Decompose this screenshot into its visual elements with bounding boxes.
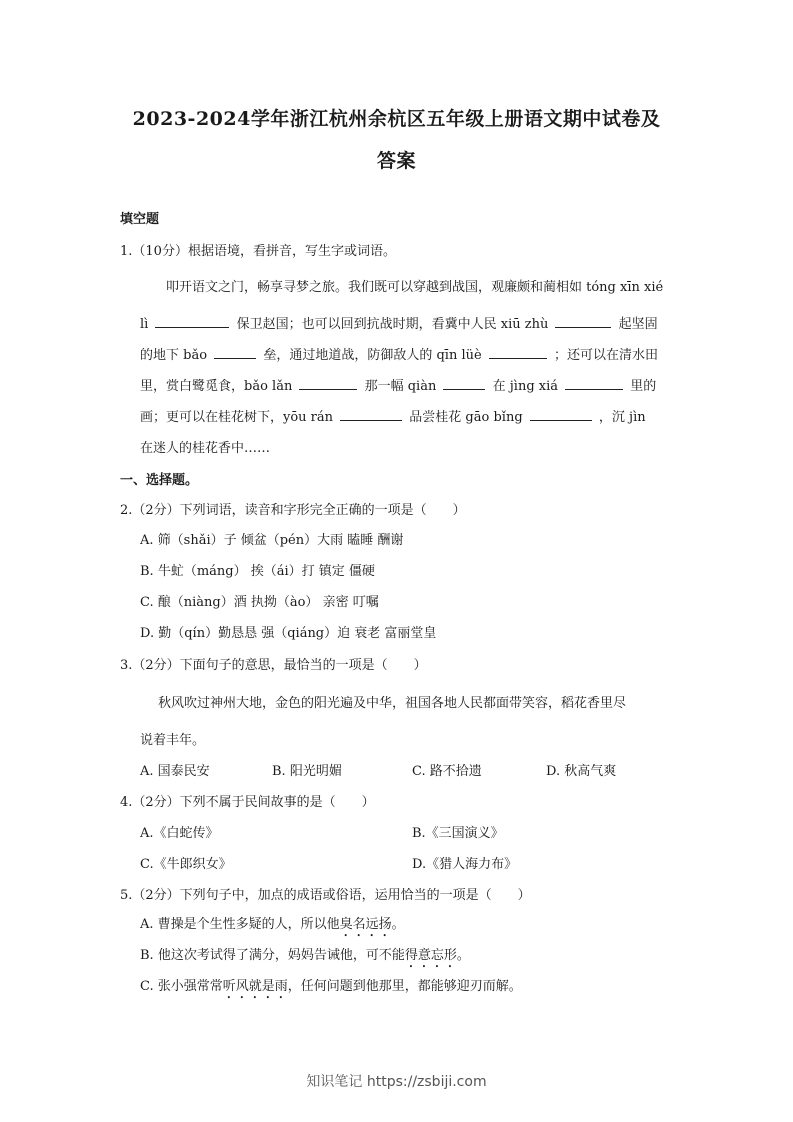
q3-option-b[interactable]: B. 阳光明媚	[272, 764, 342, 779]
section-choice-heading: 一、选择题。	[120, 473, 199, 488]
q3-sentence-line2: 说着丰年。	[140, 733, 206, 748]
q1-line4-b: 那一幅 qiàn	[364, 379, 437, 394]
answer-blank[interactable]	[443, 375, 485, 390]
emphasized-phrase: 臭名远扬	[339, 917, 392, 932]
q3-option-a[interactable]: A. 国泰民安	[140, 764, 210, 779]
q4-option-d[interactable]: D.《猎人海力布》	[412, 857, 518, 872]
q5-a-text: A. 曹操是个生性多疑的人，所以他	[140, 917, 340, 932]
section-fill-heading: 填空题	[120, 212, 160, 227]
q1-line2	[140, 313, 658, 332]
emphasized-phrase: 听风就是雨	[222, 979, 288, 994]
q1-line5-b: 品尝桂花 gāo bǐng	[409, 410, 523, 425]
answer-blank[interactable]	[565, 375, 623, 390]
answer-blank[interactable]	[214, 344, 256, 359]
answer-blank[interactable]	[555, 313, 611, 328]
page-title-line2: 答案	[376, 150, 416, 172]
q3-option-d[interactable]: D. 秋高气爽	[546, 764, 617, 779]
q1-line5	[140, 406, 646, 425]
q5-c-end: ，任何问题到他那里，都能够迎刃而解。	[287, 979, 522, 994]
q1-line2-b: 保卫赵国；也可以回到抗战时期，看冀中人民 xiū zhù	[236, 317, 549, 332]
q5-b-text: B. 他这次考试得了满分，妈妈告诫他，可不能	[140, 948, 405, 963]
page-title-line1: 2023-2024学年浙江杭州余杭区五年级上册语文期中试卷及	[132, 108, 661, 130]
answer-blank[interactable]	[489, 344, 547, 359]
q3-option-c[interactable]: C. 路不拾遗	[412, 764, 482, 779]
q1-line3-c: ；还可以在清水田	[553, 348, 658, 363]
q1-line2-a: lì	[140, 317, 149, 332]
q1-line3-b: 垒，通过地道战，防御敌人的 qīn lüè	[263, 348, 482, 363]
q5-c-text: C. 张小强常常	[140, 979, 223, 994]
q5-b-end: 。	[456, 948, 470, 963]
q1-line4-d: 里的	[630, 379, 657, 394]
q1-line4-a: 里，赏白鹭觅食，bǎo lǎn	[140, 379, 293, 394]
q2-option-a[interactable]: A. 筛（shǎi）子 倾盆（pén）大雨 瞌睡 酬谢	[140, 533, 404, 548]
q1-line3-a: 的地下 bǎo	[140, 348, 208, 363]
answer-blank[interactable]	[299, 375, 357, 390]
q4-heading: 4.（2分）下列不属于民间故事的是（ ）	[120, 795, 375, 810]
answer-blank[interactable]	[530, 406, 592, 421]
q3-sentence-line1: 秋风吹过神州大地，金色的阳光遍及中华，祖国各地人民都面带笑容，稻花香里尽	[158, 696, 627, 711]
q1-heading: 1.（10分）根据语境，看拼音，写生字或词语。	[120, 244, 396, 259]
q4-option-b[interactable]: B.《三国演义》	[412, 826, 504, 841]
emphasized-phrase: 得意忘形	[404, 948, 457, 963]
q1-line3	[140, 344, 658, 363]
q1-line2-c: 起坚固	[618, 317, 658, 332]
q2-option-c[interactable]: C. 酿（niàng）酒 执拗（ào） 亲密 叮嘱	[140, 595, 379, 610]
q1-line4-c: 在 jìng xiá	[492, 379, 559, 394]
q3-heading: 3.（2分）下面句子的意思，最恰当的一项是（ ）	[120, 658, 427, 673]
q2-option-d[interactable]: D. 勤（qín）勤恳恳 强（qiáng）迫 衰老 富丽堂皇	[140, 626, 437, 641]
q2-option-b[interactable]: B. 牛虻（máng） 挨（ái）打 镇定 僵硬	[140, 564, 375, 579]
q1-line6: 在迷人的桂花香中……	[140, 441, 271, 456]
q4-option-c[interactable]: C.《牛郎织女》	[140, 857, 232, 872]
q4-option-a[interactable]: A.《白蛇传》	[140, 826, 219, 841]
q5-a-end: 。	[391, 917, 405, 932]
answer-blank[interactable]	[155, 313, 229, 328]
q1-line4	[140, 375, 656, 394]
q5-option-c[interactable]	[140, 975, 522, 1002]
footer-watermark: 知识笔记 https://zsbiji.com	[306, 1074, 487, 1090]
q1-line1: 叩开语文之门，畅享寻梦之旅。我们既可以穿越到战国，观廉颇和蔺相如 tóng xīn xié	[166, 280, 664, 295]
q2-heading: 2.（2分）下列词语，读音和字形完全正确的一项是（ ）	[120, 503, 466, 518]
q1-line5-c: ，沉 jìn	[598, 410, 646, 425]
q5-option-a[interactable]	[140, 913, 405, 940]
answer-blank[interactable]	[340, 406, 402, 421]
q5-heading: 5.（2分）下列句子中，加点的成语或俗语，运用恰当的一项是（ ）	[120, 888, 531, 903]
q1-line5-a: 画；更可以在桂花树下，yōu rán	[140, 410, 334, 425]
q5-option-b[interactable]	[140, 944, 470, 971]
